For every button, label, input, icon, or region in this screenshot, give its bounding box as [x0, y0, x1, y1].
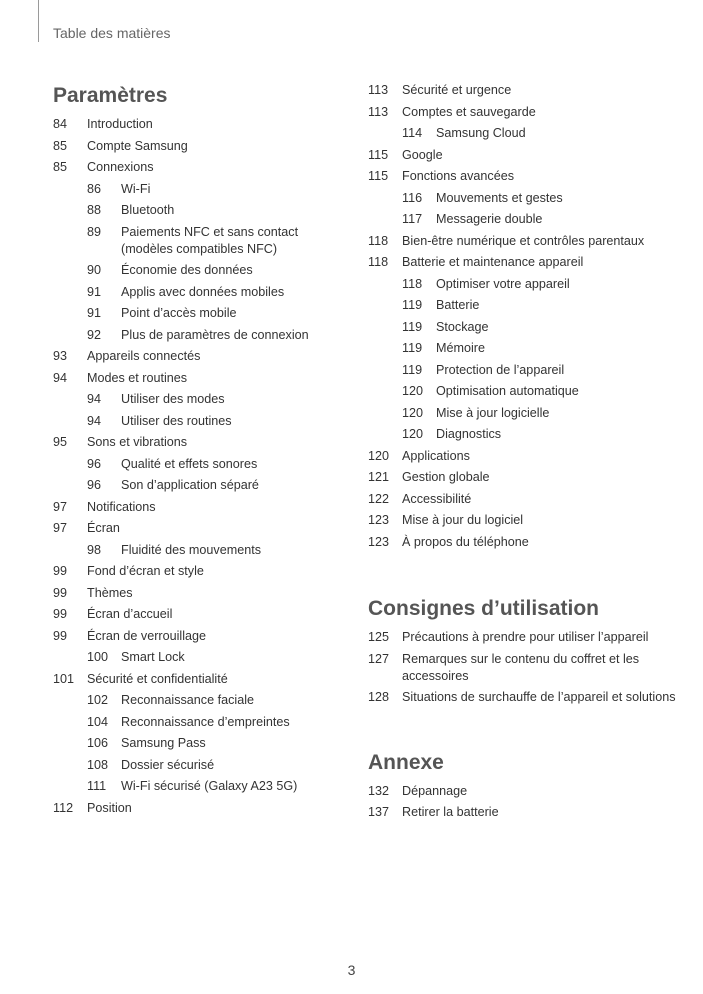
toc-entry-title: Fluidité des mouvements [121, 542, 261, 557]
toc-entry-title: Paiements NFC et sans contact (modèles compatibles NFC) [121, 224, 299, 256]
toc-entry-title: Fonctions avancées [402, 169, 515, 183]
toc-entry[interactable] [368, 104, 688, 121]
page-header: Table des matières [53, 25, 171, 41]
toc-page-number: 122 [368, 491, 390, 506]
toc-entry[interactable] [53, 520, 353, 537]
toc-entry[interactable] [53, 348, 353, 365]
toc-subentry[interactable] [53, 391, 353, 408]
toc-entry[interactable] [368, 651, 688, 685]
toc-page-number: 94 [87, 413, 102, 428]
right-column [368, 82, 688, 826]
toc-subentry[interactable] [53, 262, 353, 279]
toc-subentry[interactable] [368, 190, 688, 207]
toc-entry[interactable] [53, 499, 353, 516]
toc-list-parametres-cont [368, 82, 688, 551]
toc-page-number: 123 [368, 534, 390, 549]
toc-page-number: 119 [402, 362, 423, 377]
toc-entry[interactable] [53, 628, 353, 645]
toc-page-number: 113 [368, 104, 389, 119]
toc-entry-title: Stockage [436, 319, 489, 334]
toc-subentry[interactable] [53, 284, 353, 301]
toc-page-number: 85 [53, 160, 68, 174]
toc-entry-title: Mouvements et gestes [436, 190, 563, 205]
section-title-annexe: Annexe [368, 750, 444, 774]
toc-page-number: 127 [368, 651, 390, 666]
toc-entry[interactable] [368, 448, 688, 465]
toc-subentry[interactable] [53, 542, 353, 559]
toc-entry-title: Situations de surchauffe de l’appareil et solutions [402, 690, 676, 704]
toc-page-number: 120 [368, 448, 390, 463]
toc-entry-title: Fond d’écran et style [87, 564, 204, 578]
toc-list-parametres [53, 116, 353, 817]
toc-page-number: 98 [87, 542, 102, 557]
toc-entry-title: Écran d’accueil [87, 607, 173, 621]
toc-entry-title: Gestion globale [402, 470, 490, 484]
toc-entry[interactable] [53, 585, 353, 602]
toc-entry[interactable] [53, 159, 353, 176]
toc-subentry[interactable] [53, 692, 353, 709]
toc-entry-title: Samsung Cloud [436, 126, 526, 140]
toc-page-number: 85 [53, 138, 68, 153]
toc-entry-title: Compte Samsung [87, 138, 188, 153]
toc-entry-title: Protection de l’appareil [436, 362, 565, 377]
toc-entry-title: Batterie et maintenance appareil [402, 255, 584, 269]
toc-page-number: 125 [368, 630, 390, 644]
toc-entry[interactable] [53, 116, 353, 133]
toc-subentry[interactable] [53, 714, 353, 731]
toc-entry-title: Mise à jour logicielle [436, 405, 550, 420]
toc-entry-title: Point d’accès mobile [121, 306, 237, 320]
toc-page-number: 115 [368, 147, 389, 162]
toc-page-number: 95 [53, 435, 68, 449]
toc-page-number: 118 [368, 233, 389, 248]
toc-page-number: 88 [87, 203, 102, 217]
toc-entry-title: Samsung Pass [121, 736, 206, 750]
toc-entry-title: Google [402, 147, 443, 162]
toc-page-number: 92 [87, 327, 102, 342]
toc-entry-title: Précautions à prendre pour utiliser l’appareil [402, 630, 649, 644]
toc-subentry[interactable] [53, 477, 353, 494]
toc-entry-title: Optimiser votre appareil [436, 276, 570, 291]
toc-page-number: 121 [368, 470, 390, 484]
toc-page-number: 113 [368, 83, 389, 97]
toc-entry-title: Messagerie double [436, 212, 543, 226]
toc-page-number: 132 [368, 783, 390, 798]
toc-entry-title: Plus de paramètres de connexion [121, 327, 309, 342]
toc-page-number: 104 [87, 714, 109, 729]
toc-entry-title: Écran de verrouillage [87, 628, 207, 643]
toc-entry-title: Sécurité et urgence [402, 83, 512, 97]
toc-entry[interactable] [368, 82, 688, 99]
toc-entry[interactable] [368, 491, 688, 508]
toc-subentry[interactable] [368, 297, 688, 314]
toc-entry[interactable] [368, 254, 688, 271]
toc-subentry[interactable] [368, 362, 688, 379]
toc-page-number: 108 [87, 757, 109, 772]
toc-page-number: 118 [368, 255, 389, 269]
toc-subentry[interactable] [53, 327, 353, 344]
toc-page-number: 96 [87, 478, 102, 492]
toc-entry[interactable] [53, 671, 353, 688]
toc-entry-title: Position [87, 800, 132, 815]
toc-page-number: 94 [87, 392, 102, 406]
toc-entry-title: Thèmes [87, 585, 133, 600]
toc-page-number: 111 [87, 779, 107, 793]
toc-subentry[interactable] [368, 211, 688, 228]
toc-entry-title: Qualité et effets sonores [121, 456, 258, 471]
toc-page-number: 128 [368, 690, 390, 704]
section-title-parametres: Paramètres [53, 84, 168, 107]
toc-page-number: 90 [87, 263, 102, 277]
toc-entry-title: Appareils connectés [87, 349, 201, 363]
toc-entry-title: Reconnaissance d’empreintes [121, 714, 290, 729]
toc-entry-title: Wi-Fi [121, 181, 151, 196]
toc-subentry[interactable] [368, 125, 688, 142]
toc-entry-title: Retirer la batterie [402, 805, 499, 819]
toc-subentry[interactable] [53, 305, 353, 322]
toc-entry-title: Wi-Fi sécurisé (Galaxy A23 5G) [121, 779, 298, 793]
toc-subentry[interactable] [53, 413, 353, 430]
toc-page-number: 119 [402, 319, 423, 334]
toc-page-number: 137 [368, 805, 390, 819]
toc-entry[interactable] [368, 629, 688, 646]
toc-subentry[interactable] [368, 405, 688, 422]
toc-entry-title: Smart Lock [121, 650, 185, 664]
toc-subentry[interactable] [53, 456, 353, 473]
toc-page-number: 119 [402, 298, 423, 312]
toc-page-number: 93 [53, 349, 68, 363]
toc-page-number: 91 [87, 284, 102, 299]
toc-page-number: 99 [53, 628, 68, 643]
toc-entry[interactable] [368, 168, 688, 185]
toc-page-number: 120 [402, 405, 424, 420]
toc-subentry[interactable] [368, 319, 688, 336]
toc-page-number: 96 [87, 456, 102, 471]
toc-entry-title: Remarques sur le contenu du coffret et les accessoires [402, 651, 640, 683]
toc-subentry[interactable] [53, 202, 353, 219]
toc-subentry[interactable] [53, 757, 353, 774]
toc-entry-title: Son d’application séparé [121, 478, 259, 492]
toc-page-number: 89 [87, 224, 102, 239]
toc-subentry[interactable] [53, 735, 353, 752]
page-number: 3 [347, 962, 356, 978]
toc-entry-title: Modes et routines [87, 370, 188, 385]
toc-subentry[interactable] [53, 224, 353, 258]
toc-page-number: 97 [53, 521, 68, 535]
toc-page-number: 100 [87, 650, 109, 664]
toc-subentry[interactable] [368, 276, 688, 293]
section-title-consignes: Consignes d’utilisation [368, 597, 600, 620]
toc-page-number: 118 [402, 276, 423, 291]
toc-entry-title: Écran [87, 521, 120, 535]
toc-entry-title: Connexions [87, 160, 154, 174]
toc-page-number: 97 [53, 499, 68, 514]
toc-page-number: 94 [53, 370, 68, 385]
toc-entry-title: Applis avec données mobiles [121, 284, 285, 299]
toc-entry[interactable] [53, 138, 353, 155]
toc-entry-title: Utiliser des routines [121, 413, 232, 428]
toc-list-consignes [368, 629, 688, 706]
toc-entry-title: Dépannage [402, 783, 468, 798]
toc-entry[interactable] [368, 512, 688, 529]
toc-entry[interactable] [53, 434, 353, 451]
toc-entry-title: À propos du téléphone [402, 534, 529, 549]
toc-entry-title: Dossier sécurisé [121, 757, 215, 772]
toc-list-annexe [368, 783, 688, 822]
toc-entry[interactable] [368, 534, 688, 551]
toc-entry-title: Mémoire [436, 341, 485, 355]
toc-page-number: 119 [402, 341, 423, 355]
toc-entry-title: Optimisation automatique [436, 384, 579, 398]
toc-entry[interactable] [368, 233, 688, 250]
toc-page-number: 116 [402, 190, 423, 205]
toc-entry-title: Accessibilité [402, 491, 472, 506]
toc-page-number: 112 [53, 800, 74, 815]
toc-entry-title: Reconnaissance faciale [121, 693, 255, 707]
toc-entry[interactable] [53, 800, 353, 817]
toc-subentry[interactable] [53, 181, 353, 198]
toc-subentry[interactable] [368, 340, 688, 357]
toc-subentry[interactable] [368, 383, 688, 400]
toc-page-number: 102 [87, 693, 109, 707]
left-column [53, 82, 353, 821]
toc-page-number: 117 [402, 212, 423, 226]
toc-page-number: 84 [53, 117, 68, 131]
toc-entry-title: Bluetooth [121, 203, 175, 217]
toc-entry[interactable] [368, 783, 688, 800]
toc-page-number: 123 [368, 513, 390, 527]
toc-page-number: 115 [368, 169, 389, 183]
toc-entry-title: Utiliser des modes [121, 392, 225, 406]
toc-entry-title: Applications [402, 448, 470, 463]
toc-entry[interactable] [368, 147, 688, 164]
toc-page-number: 91 [87, 306, 102, 320]
toc-entry-title: Bien-être numérique et contrôles parentaux [402, 233, 645, 248]
toc-entry-title: Sons et vibrations [87, 435, 188, 449]
toc-entry-title: Comptes et sauvegarde [402, 104, 536, 119]
toc-page-number: 99 [53, 585, 68, 600]
toc-entry[interactable] [368, 469, 688, 486]
toc-entry[interactable] [368, 689, 688, 706]
toc-entry-title: Mise à jour du logiciel [402, 513, 524, 527]
toc-entry[interactable] [368, 804, 688, 821]
header-rule [38, 0, 39, 42]
toc-entry-title: Diagnostics [436, 427, 502, 441]
toc-subentry[interactable] [53, 778, 353, 795]
toc-page-number: 99 [53, 607, 68, 621]
toc-subentry[interactable] [368, 426, 688, 443]
toc-page-number: 114 [402, 126, 423, 140]
toc-entry[interactable] [53, 563, 353, 580]
toc-page-number: 120 [402, 384, 424, 398]
toc-entry-title: Batterie [436, 298, 480, 312]
toc-page-number: 120 [402, 427, 424, 441]
toc-page-number: 86 [87, 181, 102, 196]
toc-entry-title: Économie des données [121, 263, 253, 277]
toc-entry[interactable] [53, 606, 353, 623]
toc-page-number: 106 [87, 736, 109, 750]
toc-entry-title: Sécurité et confidentialité [87, 671, 228, 686]
toc-subentry[interactable] [53, 649, 353, 666]
toc-page-number: 99 [53, 564, 68, 578]
toc-page-number: 101 [53, 671, 75, 686]
toc-entry-title: Notifications [87, 499, 156, 514]
toc-entry[interactable] [53, 370, 353, 387]
toc-entry-title: Introduction [87, 117, 153, 131]
